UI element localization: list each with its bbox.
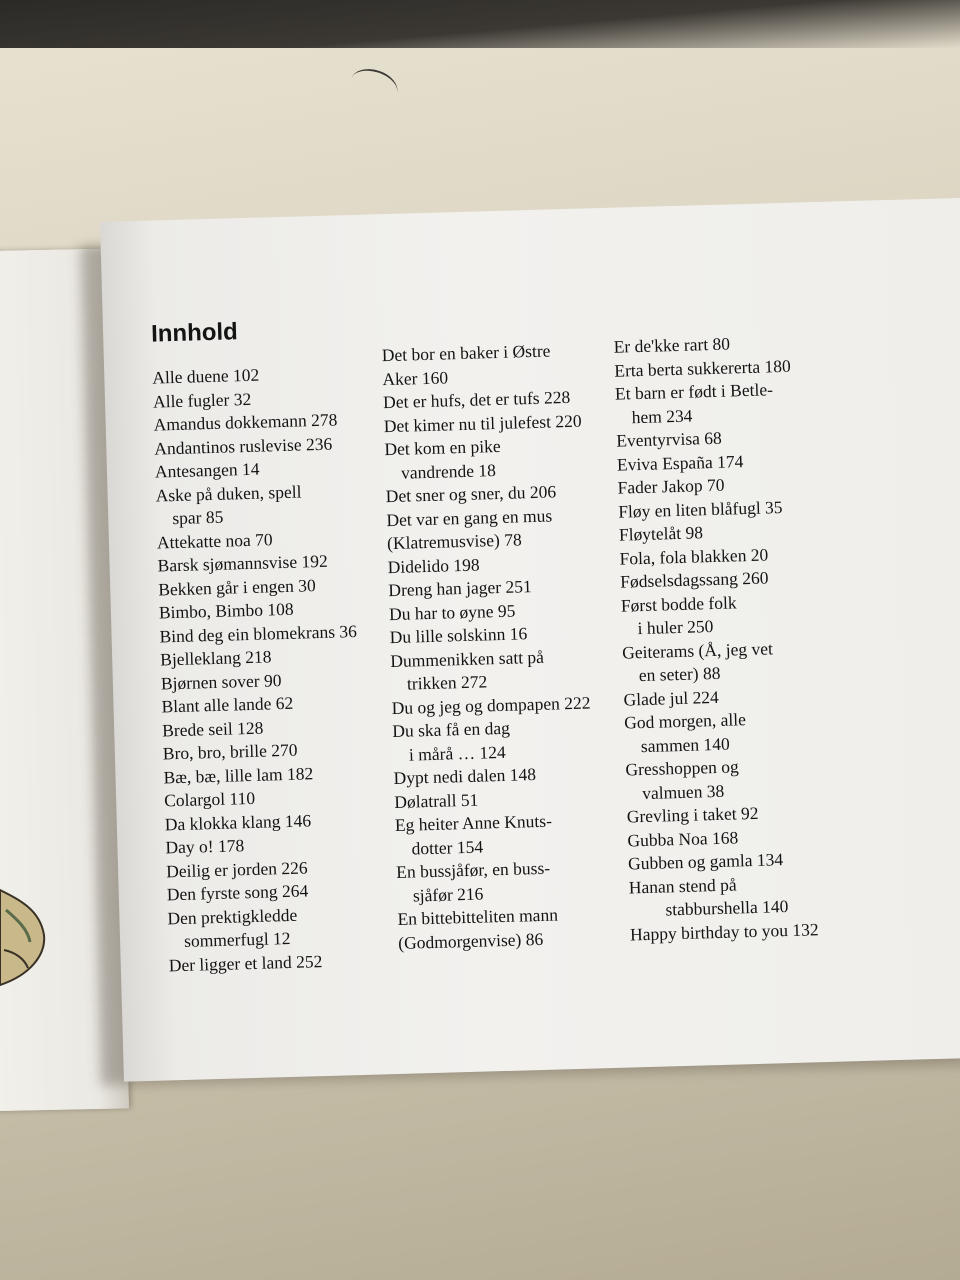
toc-entry-line: Du ska få en dag xyxy=(392,717,511,742)
toc-entry xyxy=(628,869,869,923)
toc-entry-line: Gresshoppen og xyxy=(625,756,739,780)
toc-entry xyxy=(167,900,408,954)
toc-entry-line: Blant alle lande 62 xyxy=(161,692,294,717)
toc-entry-line: Amandus dokkemann 278 xyxy=(153,409,338,435)
toc-entry-line: Attekatte noa 70 xyxy=(156,528,273,553)
toc-entry-continuation: en seter) 88 xyxy=(638,662,721,686)
toc-entry-continuation: valmuen 38 xyxy=(641,780,725,803)
toc-entry xyxy=(397,901,638,955)
toc-entry-continuation: i mårå … 124 xyxy=(408,741,506,765)
toc-entry-line: Et barn er født i Betle- xyxy=(614,379,774,404)
toc-entry-line: Dummenikken satt på xyxy=(390,646,545,671)
toc-entry-continuation: i huler 250 xyxy=(637,616,714,639)
toc-entry-line: Hanan stend på xyxy=(628,873,737,897)
toc-entry-line: Barsk sjømannsvise 192 xyxy=(157,550,328,576)
toc-entry xyxy=(621,587,862,641)
toc-entry xyxy=(386,502,627,556)
toc-entry-line: Dypt nedi dalen 148 xyxy=(393,764,537,789)
toc-entry-line: Alle duene 102 xyxy=(152,364,260,388)
book-page xyxy=(100,197,960,1082)
toc-entry-continuation: Aker 160 xyxy=(382,366,449,389)
toc-entry-line: Der ligger et land 252 xyxy=(168,950,323,975)
toc-entry-continuation: (Godmorgenvise) 86 xyxy=(397,928,544,953)
toc-entry-line: God morgen, alle xyxy=(623,709,747,733)
toc-entry-line: Er de'kke rart 80 xyxy=(613,333,731,357)
toc-entry xyxy=(384,431,625,485)
toc-entry-line: Dreng han jager 251 xyxy=(388,576,532,601)
toc-entry-continuation: dotter 154 xyxy=(411,836,484,859)
toc-entry-line: Day o! 178 xyxy=(165,835,245,858)
toc-entry xyxy=(390,643,631,697)
toc-entry-line: Gubba Noa 168 xyxy=(627,826,739,851)
toc-entry-line: Det var en gang en mus xyxy=(386,504,553,530)
illustration-fragment xyxy=(0,880,48,990)
toc-entry-line: Grevling i taket 92 xyxy=(626,802,759,827)
toc-entry xyxy=(624,705,865,759)
toc-column-2 xyxy=(382,337,639,954)
toc-entry-continuation: sommerfugl 12 xyxy=(183,927,291,951)
toc-entry-line: Fødselsdagssang 260 xyxy=(619,567,769,592)
toc-entry-line: Det sner og sner, du 206 xyxy=(385,481,557,507)
background-edge xyxy=(0,0,960,48)
toc-entry-line: En bussjåfør, en buss- xyxy=(395,857,551,882)
toc-entry xyxy=(396,854,637,908)
toc-entry-line: Fola, fola blakken 20 xyxy=(619,543,769,569)
toc-entry xyxy=(615,376,856,430)
toc-entry-continuation: stabburshella 140 xyxy=(665,896,789,920)
table-of-contents xyxy=(150,299,911,975)
toc-entry xyxy=(392,713,633,767)
toc-entry-line: Aske på duken, spell xyxy=(155,480,302,506)
toc-entry-line: Du lille solskinn 16 xyxy=(389,623,528,648)
toc-entry-line: Bind deg ein blomekrans 36 xyxy=(159,620,358,646)
toc-entry-line: Antesangen 14 xyxy=(154,458,260,482)
toc-column-3 xyxy=(613,329,870,946)
toc-entry xyxy=(395,807,636,861)
toc-entry xyxy=(155,477,396,531)
toc-entry-line: Geiterams (Å, jeg vet xyxy=(621,637,774,663)
toc-entry-line: Dølatrall 51 xyxy=(394,789,479,812)
toc-entry-continuation: (Klatremusvise) 78 xyxy=(386,529,522,554)
toc-entry-line: Alle fugler 32 xyxy=(152,388,252,412)
toc-entry-line: En bittebitteliten mann xyxy=(397,904,559,929)
toc-entry-line: Happy birthday to you 132 xyxy=(629,918,819,944)
toc-entry-continuation: spar 85 xyxy=(172,506,224,529)
toc-entry-continuation: vandrende 18 xyxy=(400,459,497,483)
toc-entry-line: Fløytelåt 98 xyxy=(618,522,704,545)
toc-entry xyxy=(382,337,623,391)
toc-entry-line: Eg heiter Anne Knuts- xyxy=(394,810,553,835)
toc-entry-line: Eventyrvisa 68 xyxy=(616,427,723,451)
toc-entry-line: Det er hufs, det er tufs 228 xyxy=(382,386,571,413)
toc-entry-line: Gubben og gamla 134 xyxy=(627,849,784,874)
toc-entry-line: Bjørnen sover 90 xyxy=(160,669,282,693)
toc-entry xyxy=(622,634,863,688)
toc-entry-line: Glade jul 224 xyxy=(623,686,720,710)
page-title: Innhold xyxy=(150,318,239,348)
toc-entry-line: Bimbo, Bimbo 108 xyxy=(158,598,294,623)
toc-entry-line: Didelido 198 xyxy=(387,554,480,577)
toc-entry-line: Den prektigkledde xyxy=(167,904,298,928)
toc-entry-line: Bæ, bæ, lille lam 182 xyxy=(163,762,314,787)
toc-entry-line: Da klokka klang 146 xyxy=(164,809,312,834)
toc-entry-line: Colargol 110 xyxy=(163,787,256,811)
toc-column-1 xyxy=(152,360,409,977)
toc-entry-continuation: sammen 140 xyxy=(640,733,731,756)
toc-entry-line: Bekken går i engen 30 xyxy=(157,574,316,600)
toc-entry-line: Det kimer nu til julefest 220 xyxy=(383,410,582,436)
toc-entry-line: Det bor en baker i Østre xyxy=(381,340,551,366)
toc-entry-line: Deilig er jorden 226 xyxy=(165,856,308,881)
toc-entry xyxy=(625,752,866,806)
toc-entry-line: Fader Jakop 70 xyxy=(617,474,725,498)
toc-entry-line: Bro, bro, brille 270 xyxy=(162,739,298,764)
toc-entry-line: Først bodde folk xyxy=(620,591,737,616)
toc-entry-continuation: trikken 272 xyxy=(406,671,488,694)
toc-entry-line: Brede seil 128 xyxy=(161,717,264,740)
toc-entry-line: Andantinos ruslevise 236 xyxy=(154,433,333,459)
toc-entry-line: Du har to øyne 95 xyxy=(388,600,516,624)
toc-entry-line: Bjelleklang 218 xyxy=(159,646,272,670)
toc-entry-line: Fløy en liten blåfugl 35 xyxy=(617,496,783,522)
toc-entry-continuation: sjåfør 216 xyxy=(412,883,484,906)
toc-entry-line: Du og jeg og dompapen 222 xyxy=(391,691,591,718)
toc-entry-line: Det kom en pike xyxy=(384,435,501,460)
toc-entry-continuation: hem 234 xyxy=(631,405,693,427)
toc-entry-line: Erta berta sukkererta 180 xyxy=(614,355,791,381)
toc-entry-line: Eviva España 174 xyxy=(616,450,744,475)
toc-entry-line: Den fyrste song 264 xyxy=(166,880,309,905)
